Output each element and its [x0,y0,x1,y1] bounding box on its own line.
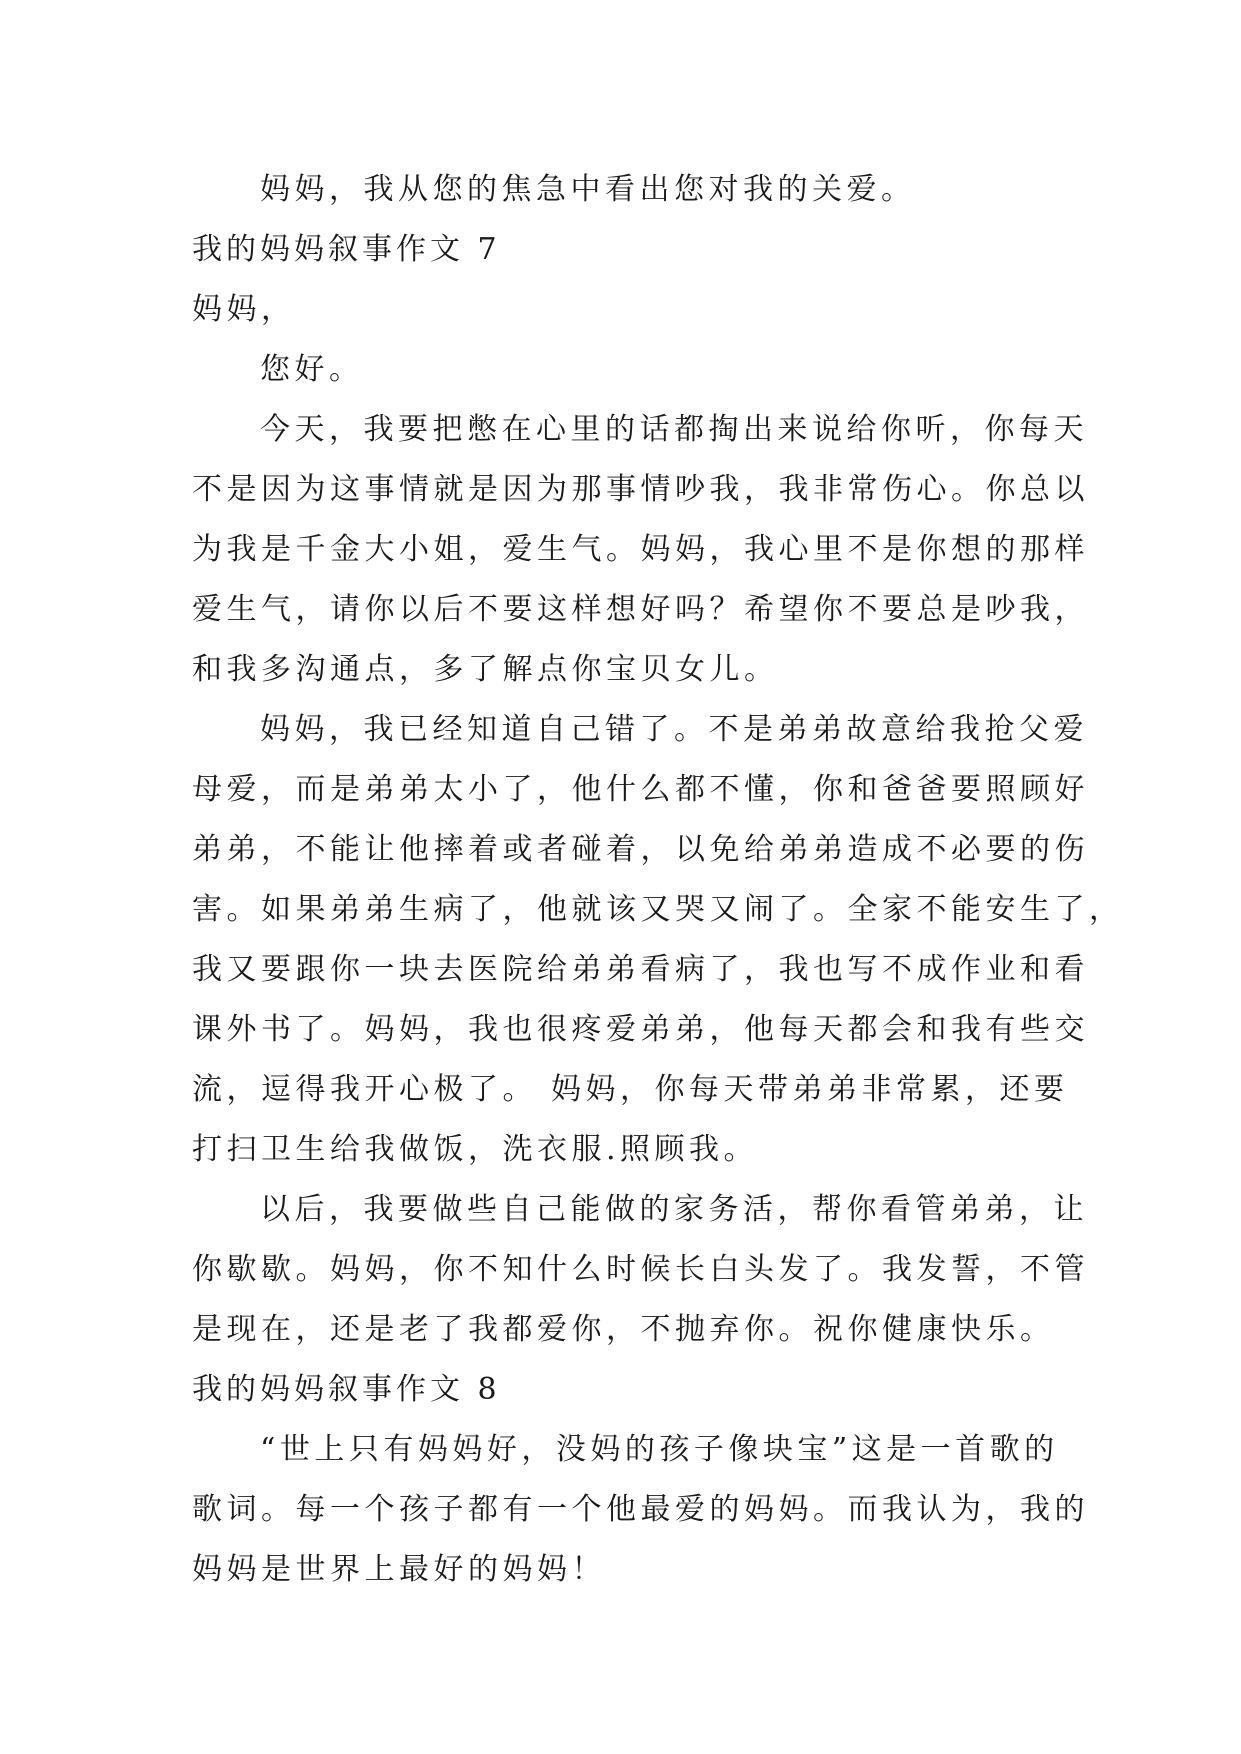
text-line: 妈妈是世界上最好的妈妈！ [192,1552,606,1587]
text-line: 妈妈，我从您的焦急中看出您对我的关爱。 [260,172,916,207]
text-line: 您好。 [260,352,364,387]
text-line: 妈妈，我已经知道自己错了。不是弟弟故意给我抢父爱 [260,712,1088,747]
section-heading: 我的妈妈叙事作文 7 [192,232,501,267]
text-line: 爱生气，请你以后不要这样想好吗？希望你不要总是吵我， [192,592,1089,627]
text-line: 不是因为这事情就是因为那事情吵我，我非常伤心。你总以 [192,472,1089,507]
text-line: 害。如果弟弟生病了，他就该又哭又闹了。全家不能安生了， [192,892,1124,927]
text-line: 我又要跟你一块去医院给弟弟看病了，我也写不成作业和看 [192,952,1089,987]
section-heading: 我的妈妈叙事作文 8 [192,1372,501,1407]
text-line: 母爱，而是弟弟太小了，他什么都不懂，你和爸爸要照顾好 [192,772,1089,807]
text-line: “世上只有妈妈好，没妈的孩子像块宝”这是一首歌的 [260,1432,1059,1467]
text-line: 今天，我要把憋在心里的话都掏出来说给你听，你每天 [260,412,1088,447]
document-body [192,160,1124,1600]
text-line: 为我是千金大小姐，爱生气。妈妈，我心里不是你想的那样 [192,532,1089,567]
text-line: 流，逗得我开心极了。 妈妈，你每天带弟弟非常累，还要 [192,1072,1069,1107]
text-line: 打扫卫生给我做饭，洗衣服.照顾我。 [192,1132,759,1167]
text-line: 是现在，还是老了我都爱你，不抛弃你。祝你健康快乐。 [192,1312,1055,1347]
text-line: 以后，我要做些自己能做的家务活，帮你看管弟弟，让 [260,1192,1088,1227]
text-line: 你歇歇。妈妈，你不知什么时候长白头发了。我发誓，不管 [192,1252,1089,1287]
text-line: 妈妈， [192,292,296,327]
text-line: 课外书了。妈妈，我也很疼爱弟弟，他每天都会和我有些交 [192,1012,1089,1047]
text-line: 弟弟，不能让他摔着或者碰着，以免给弟弟造成不必要的伤 [192,832,1089,867]
text-line: 歌词。每一个孩子都有一个他最爱的妈妈。而我认为，我的 [192,1492,1089,1527]
text-line: 和我多沟通点，多了解点你宝贝女儿。 [192,652,779,687]
